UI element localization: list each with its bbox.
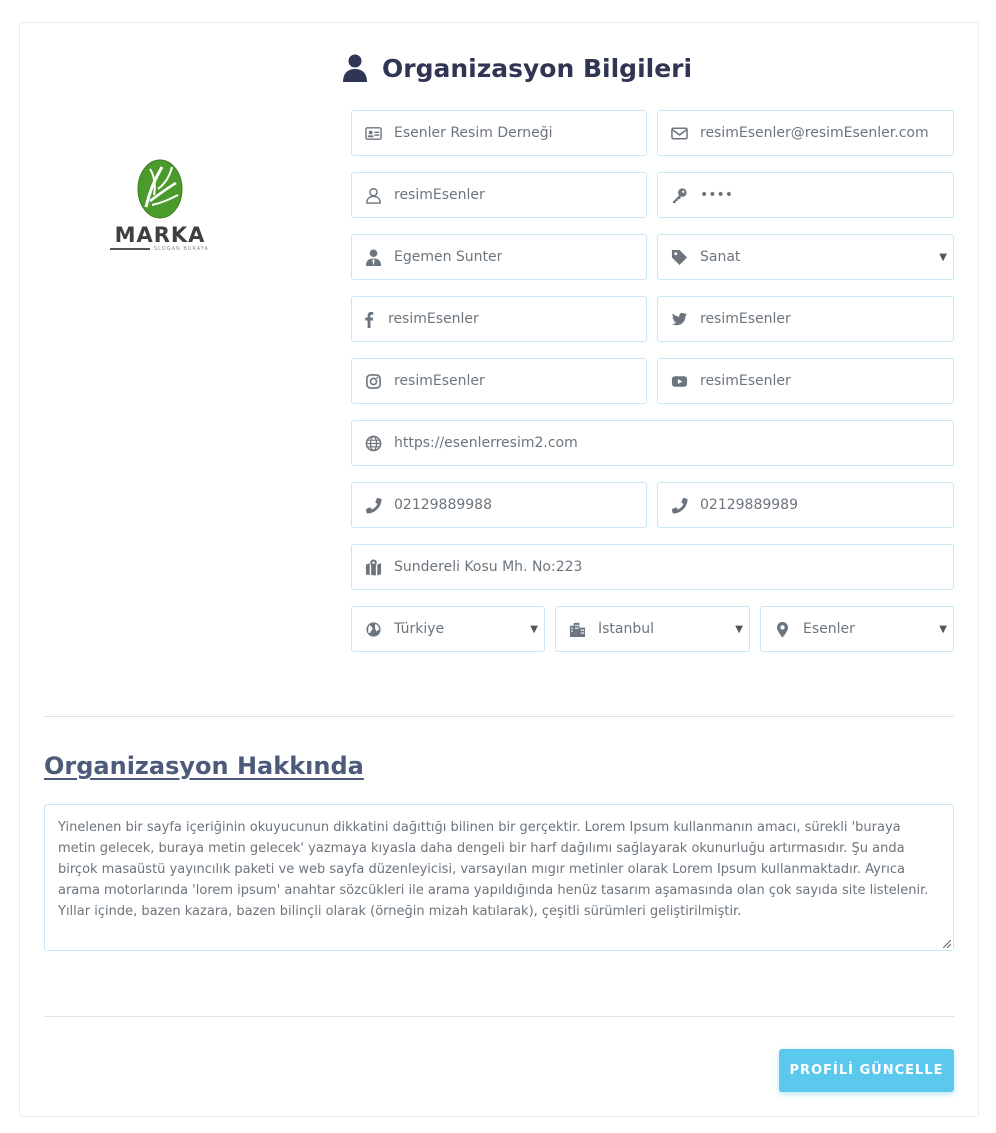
district-select[interactable] — [760, 606, 954, 652]
country-value: Türkiye — [394, 621, 445, 637]
page-title: Organizasyon Bilgileri — [382, 53, 693, 83]
username-value: resimEsenler — [394, 187, 485, 203]
chevron-down-icon: ▼ — [939, 252, 947, 263]
city-icon — [568, 620, 586, 638]
logo-brand-text: MARKA — [114, 223, 206, 247]
instagram-value: resimEsenler — [394, 373, 485, 389]
user-outline-icon — [364, 186, 382, 204]
footer-divider — [44, 1016, 954, 1017]
category-select[interactable] — [657, 234, 954, 280]
resize-handle-icon[interactable] — [943, 940, 951, 948]
twitter-value: resimEsenler — [700, 311, 791, 327]
id-card-icon — [364, 124, 382, 142]
password-field[interactable] — [657, 172, 954, 218]
twitter-field[interactable] — [657, 296, 954, 342]
website-field[interactable] — [351, 420, 954, 466]
password-value: •••• — [700, 187, 734, 203]
username-field[interactable] — [351, 172, 647, 218]
phone-icon — [364, 496, 382, 514]
chevron-down-icon: ▼ — [939, 624, 947, 635]
leaf-emblem-icon — [110, 159, 210, 223]
user-tie-icon — [364, 248, 382, 266]
phone-1-value: 02129889988 — [394, 497, 492, 513]
key-icon — [670, 186, 688, 204]
instagram-icon — [364, 372, 382, 390]
instagram-field[interactable] — [351, 358, 647, 404]
contact-person-field[interactable] — [351, 234, 647, 280]
user-icon — [343, 54, 367, 82]
twitter-icon — [670, 310, 688, 328]
chevron-down-icon: ▼ — [530, 624, 538, 635]
org-name-value: Esenler Resim Derneği — [394, 125, 553, 141]
contact-person-value: Egemen Sunter — [394, 249, 503, 265]
logo-underline — [110, 248, 150, 250]
phone-2-field[interactable] — [657, 482, 954, 528]
website-value: https://esenlerresim2.com — [394, 435, 578, 451]
about-title: Organizasyon Hakkında — [44, 752, 364, 780]
section-divider — [44, 716, 954, 717]
about-textarea[interactable] — [44, 804, 954, 951]
phone-icon — [670, 496, 688, 514]
brand-logo — [110, 159, 210, 253]
category-value: Sanat — [700, 249, 741, 265]
youtube-field[interactable] — [657, 358, 954, 404]
tag-icon — [670, 248, 688, 266]
facebook-value: resimEsenler — [388, 311, 479, 327]
about-text: Yinelenen bir sayfa içeriğinin okuyucunun dikkatini dağıttığı bilinen bir gerçektir. Lorem Ipsum kullanmanın amacı, sürekli 'buraya metin gelecek, buraya metin gelecek' yazmaya kıyasla daha dengeli bir harf dağılımı sağlayarak okunurluğu artırmasıdır. Şu anda birçok masaüstü yayıncılık paketi ve web sayfa düzenleyicisi, varsayılan mıgır metinler olarak Lorem Ipsum kullanmaktadır. Ayrıca arama motorlarında 'lorem ipsum' anahtar sözcükleri ile arama yapıldığında henüz tasarım aşamasında olan çok sayıda site listelenir. Yıllar içinde, bazen kazara, bazen bilinçli olarak (örneğin mizah katılarak), çeşitli sürümleri geliştirilmiştir. — [58, 820, 929, 919]
district-value: Esenler — [803, 621, 855, 637]
city-value: İstanbul — [598, 621, 655, 637]
map-icon — [364, 558, 382, 576]
email-field[interactable] — [657, 110, 954, 156]
phone-2-value: 02129889989 — [700, 497, 798, 513]
logo-slogan: SLOGAN BURAYA — [154, 246, 209, 252]
address-value: Sundereli Kosu Mh. No:223 — [394, 559, 583, 575]
org-name-field[interactable] — [351, 110, 647, 156]
email-value: resimEsenler@resimEsenler.com — [700, 125, 929, 141]
chevron-down-icon: ▼ — [735, 624, 743, 635]
youtube-icon — [670, 372, 688, 390]
update-profile-button[interactable]: PROFİLİ GÜNCELLE — [779, 1049, 954, 1092]
city-select[interactable] — [555, 606, 750, 652]
facebook-field[interactable] — [351, 296, 647, 342]
map-marker-icon — [773, 620, 791, 638]
facebook-icon — [360, 310, 378, 328]
address-field[interactable] — [351, 544, 954, 590]
section-header — [343, 50, 692, 86]
envelope-icon — [670, 124, 688, 142]
youtube-value: resimEsenler — [700, 373, 791, 389]
phone-1-field[interactable] — [351, 482, 647, 528]
globe-europe-icon — [364, 620, 382, 638]
country-select[interactable] — [351, 606, 545, 652]
globe-icon — [364, 434, 382, 452]
